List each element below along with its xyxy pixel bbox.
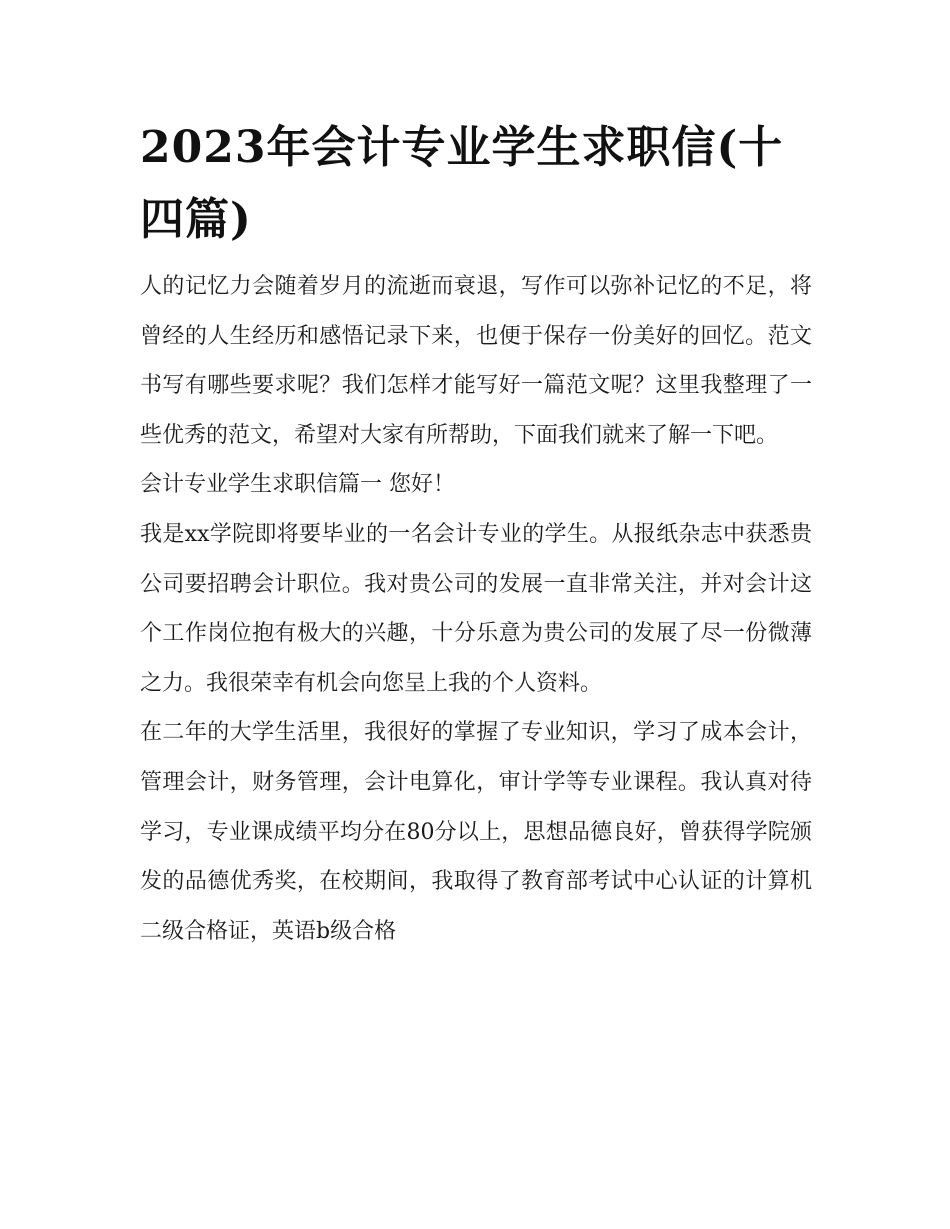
- paragraph-introduction-self: 我是xx学院即将要毕业的一名会计专业的学生。从报纸杂志中获悉贵公司要招聘会计职位。我对贵公司的发展一直非常关注，并对会计这个工作岗位抱有极大的兴趣，十分乐意为贵公司的发展了尽一份微薄之力。我很荣幸有机会向您呈上我的个人资料。: [140, 521, 812, 696]
- document-content: [140, 112, 812, 956]
- paragraph-section-heading: 会计专业学生求职信篇一 您好！: [140, 472, 455, 498]
- paragraph-intro: 人的记忆力会随着岁月的流逝而衰退，写作可以弥补记忆的不足，将曾经的人生经历和感悟记录下来，也便于保存一份美好的回忆。范文书写有哪些要求呢？我们怎样才能写好一篇范文呢？这里我整理了一些优秀的范文，希望对大家有所帮助，下面我们就来了解一下吧。: [140, 274, 812, 448]
- document-title: 2023年会计专业学生求职信(十四篇): [140, 122, 784, 245]
- paragraph-study-experience: 在二年的大学生活里，我很好的掌握了专业知识，学习了成本会计，管理会计，财务管理，会计电算化，审计学等专业课程。我认真对待学习，专业课成绩平均分在80分以上，思想品德良好，曾获得学院颁发的品德优秀奖，在校期间，我取得了教育部考试中心认证的计算机二级合格证，英语b级合格: [140, 720, 812, 944]
- document-body: [140, 262, 812, 956]
